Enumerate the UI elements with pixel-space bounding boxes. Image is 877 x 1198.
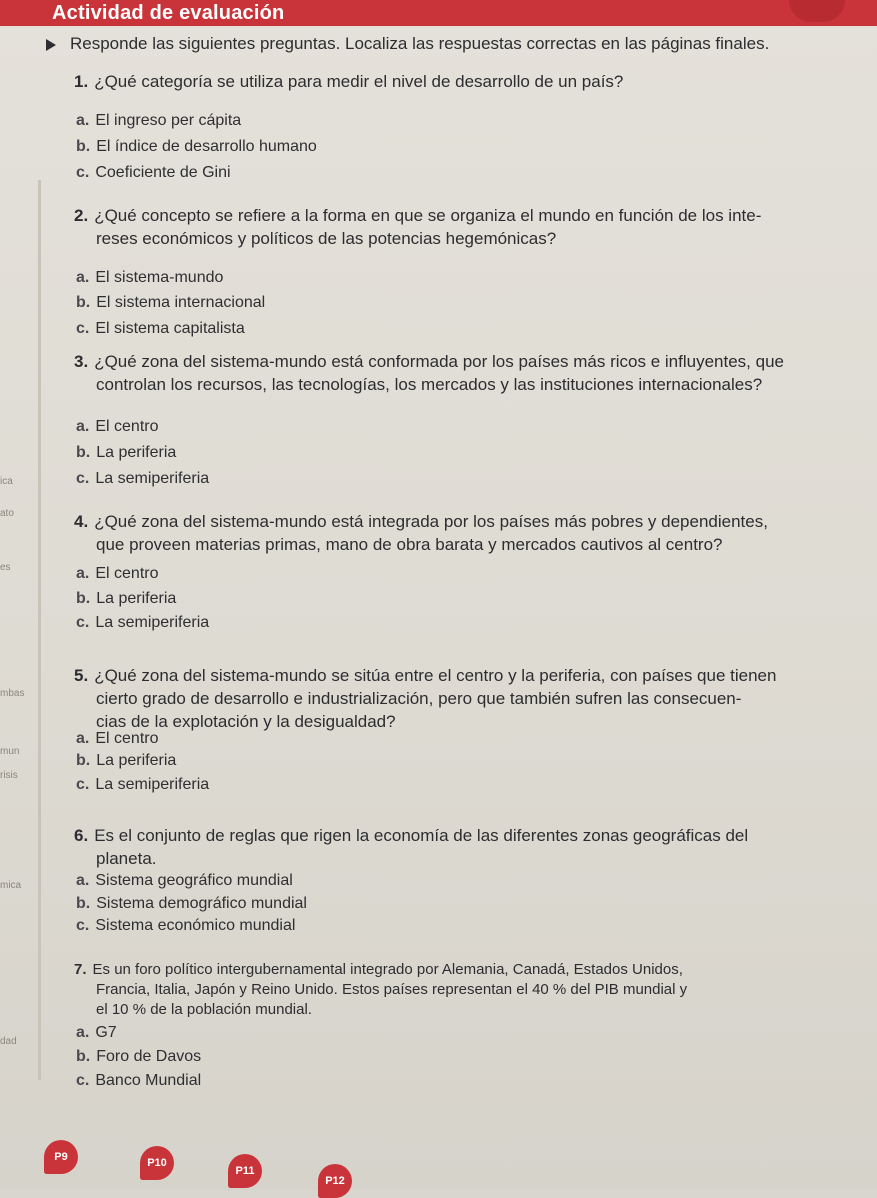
margin-fragment: ato <box>0 508 14 519</box>
page-badge: P10 <box>140 1146 174 1180</box>
banner-decoration <box>789 0 845 22</box>
option-5c[interactable]: c. La semiperiferia <box>76 776 210 793</box>
option-5b[interactable]: b. La periferia <box>76 752 177 769</box>
option-2a[interactable]: a. El sistema-mundo <box>76 269 224 286</box>
question-4: 4. ¿Qué zona del sistema-mundo está integrada por los países más pobres y dependientes, que proveen materias primas, mano de obra barata y mercados cautivos al centro? <box>74 512 768 554</box>
question-2: 2. ¿Qué concepto se refiere a la forma en que se organiza el mundo en función de los inte- reses económicos y políticos de las potencias hegemónicas? <box>74 206 762 248</box>
question-7: 7. Es un foro político intergubernamental integrado por Alemania, Canadá, Estados Unidos, Francia, Italia, Japón y Reino Unido. Estos países representan el 40 % del PIB mundial y el 10 % de la población mundial. <box>74 961 688 1018</box>
margin-fragment: mun <box>0 746 20 757</box>
option-6b[interactable]: b. Sistema demográfico mundial <box>76 895 307 912</box>
option-7c[interactable]: c. Banco Mundial <box>76 1072 202 1089</box>
option-6c[interactable]: c. Sistema económico mundial <box>76 917 296 934</box>
option-6a[interactable]: a. Sistema geográfico mundial <box>76 872 293 889</box>
page-badge: P9 <box>44 1140 78 1174</box>
option-3b[interactable]: b. La periferia <box>76 444 177 461</box>
question-5: 5. ¿Qué zona del sistema-mundo se sitúa entre el centro y la periferia, con países que tienen cierto grado de desarrollo e industrialización, pero que también sufren las consecuen- cias de la explotación y la desigualdad? <box>74 666 777 731</box>
option-3a[interactable]: a. El centro <box>76 418 159 435</box>
option-4c[interactable]: c. La semiperiferia <box>76 614 210 631</box>
margin-fragment: risis <box>0 770 18 781</box>
option-1a[interactable]: a. El ingreso per cápita <box>76 112 242 129</box>
option-5a[interactable]: a. El centro <box>76 730 159 747</box>
margin-fragment: dad <box>0 1036 17 1047</box>
option-3c[interactable]: c. La semiperiferia <box>76 470 210 487</box>
margin-fragment: ica <box>0 476 13 487</box>
header-banner <box>0 0 877 26</box>
page-badge: P12 <box>318 1164 352 1198</box>
margin-fragment: es <box>0 562 11 573</box>
question-3: 3. ¿Qué zona del sistema-mundo está conformada por los países más ricos e influyentes, que controlan los recursos, las tecnologías, los mercados y las instituciones internacionales? <box>74 352 784 394</box>
option-2c[interactable]: c. El sistema capitalista <box>76 320 245 337</box>
option-7b[interactable]: b. Foro de Davos <box>76 1048 202 1065</box>
page-badge: P11 <box>228 1154 262 1188</box>
margin-fragment: mica <box>0 880 22 891</box>
option-7a[interactable]: a. G7 <box>76 1024 117 1041</box>
option-4a[interactable]: a. El centro <box>76 565 159 582</box>
option-4b[interactable]: b. La periferia <box>76 590 177 607</box>
option-1c[interactable]: c. Coeficiente de Gini <box>76 164 231 181</box>
question-1: 1. ¿Qué categoría se utiliza para medir el nivel de desarrollo de un país? <box>74 72 624 91</box>
binding-spine <box>38 180 41 1080</box>
option-1b[interactable]: b. El índice de desarrollo humano <box>76 138 317 155</box>
question-6: 6. Es el conjunto de reglas que rigen la economía de las diferentes zonas geográficas del planeta. <box>74 826 749 868</box>
instruction: Responde las siguientes preguntas. Localiza las respuestas correctas en las páginas finales. <box>46 34 769 54</box>
margin-fragment: mbas <box>0 688 25 699</box>
option-2b[interactable]: b. El sistema internacional <box>76 294 266 311</box>
pointer-arrow-icon <box>46 39 56 51</box>
page-title: Actividad de evaluación <box>52 2 285 24</box>
